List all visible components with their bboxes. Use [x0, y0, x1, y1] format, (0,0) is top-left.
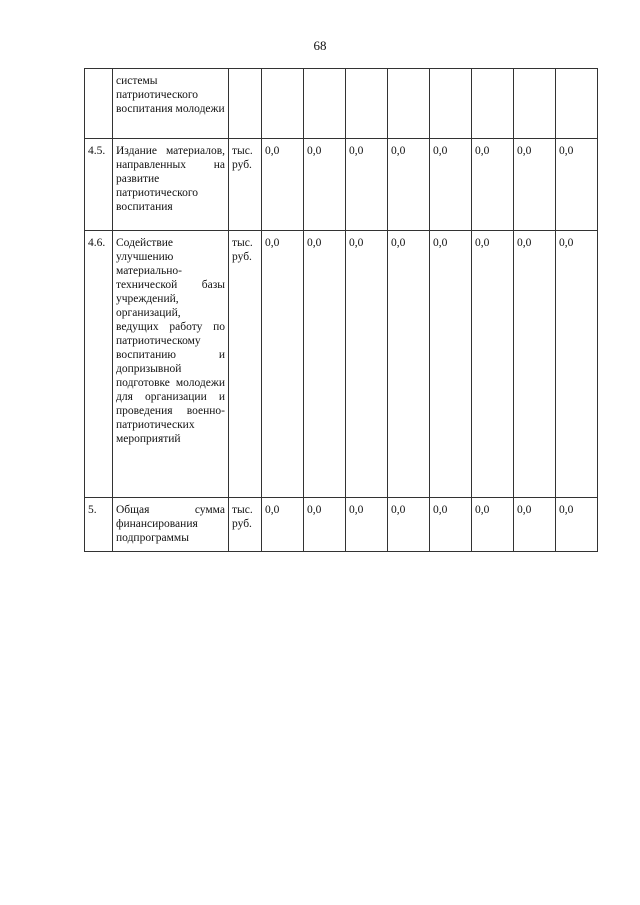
value-cell: 0,0 [472, 231, 514, 498]
value-cell: 0,0 [262, 139, 304, 231]
value-cell [430, 69, 472, 139]
value-cell: 0,0 [388, 231, 430, 498]
financing-table [84, 68, 598, 552]
row-unit: тыс. руб. [229, 231, 262, 498]
row-name: Содействие улучшению материально-технической базы учреждений, организаций, ведущих работу по патриотическому воспитанию и допризывной подготовке молодежи для организации и проведения военно-патриотических мероприятий [113, 231, 229, 498]
value-cell: 0,0 [304, 139, 346, 231]
value-cell: 0,0 [430, 139, 472, 231]
row-number: 4.6. [85, 231, 113, 498]
row-name: системы патриотического воспитания молодежи [113, 69, 229, 139]
value-cell [262, 69, 304, 139]
row-number: 5. [85, 498, 113, 552]
value-cell: 0,0 [556, 139, 598, 231]
value-cell: 0,0 [472, 498, 514, 552]
row-name: Издание материалов, направленных на развитие патриотического воспитания [113, 139, 229, 231]
value-cell: 0,0 [346, 231, 388, 498]
value-cell: 0,0 [472, 139, 514, 231]
value-cell [388, 69, 430, 139]
row-number [85, 69, 113, 139]
value-cell: 0,0 [514, 231, 556, 498]
row-number: 4.5. [85, 139, 113, 231]
value-cell: 0,0 [514, 139, 556, 231]
table-row [85, 231, 598, 498]
table-row [85, 498, 598, 552]
row-unit: тыс. руб. [229, 498, 262, 552]
value-cell [472, 69, 514, 139]
value-cell: 0,0 [262, 231, 304, 498]
page-number: 68 [313, 38, 327, 53]
table-row [85, 69, 598, 139]
value-cell: 0,0 [430, 231, 472, 498]
row-name: Общая сумма финансирования подпрограммы [113, 498, 229, 552]
value-cell: 0,0 [388, 139, 430, 231]
value-cell: 0,0 [514, 498, 556, 552]
value-cell: 0,0 [346, 498, 388, 552]
value-cell: 0,0 [304, 231, 346, 498]
table-row [85, 139, 598, 231]
row-unit [229, 69, 262, 139]
value-cell: 0,0 [430, 498, 472, 552]
value-cell: 0,0 [304, 498, 346, 552]
row-unit: тыс. руб. [229, 139, 262, 231]
value-cell: 0,0 [556, 231, 598, 498]
value-cell [556, 69, 598, 139]
value-cell [346, 69, 388, 139]
value-cell: 0,0 [556, 498, 598, 552]
value-cell: 0,0 [262, 498, 304, 552]
value-cell: 0,0 [388, 498, 430, 552]
value-cell [514, 69, 556, 139]
value-cell [304, 69, 346, 139]
value-cell: 0,0 [346, 139, 388, 231]
